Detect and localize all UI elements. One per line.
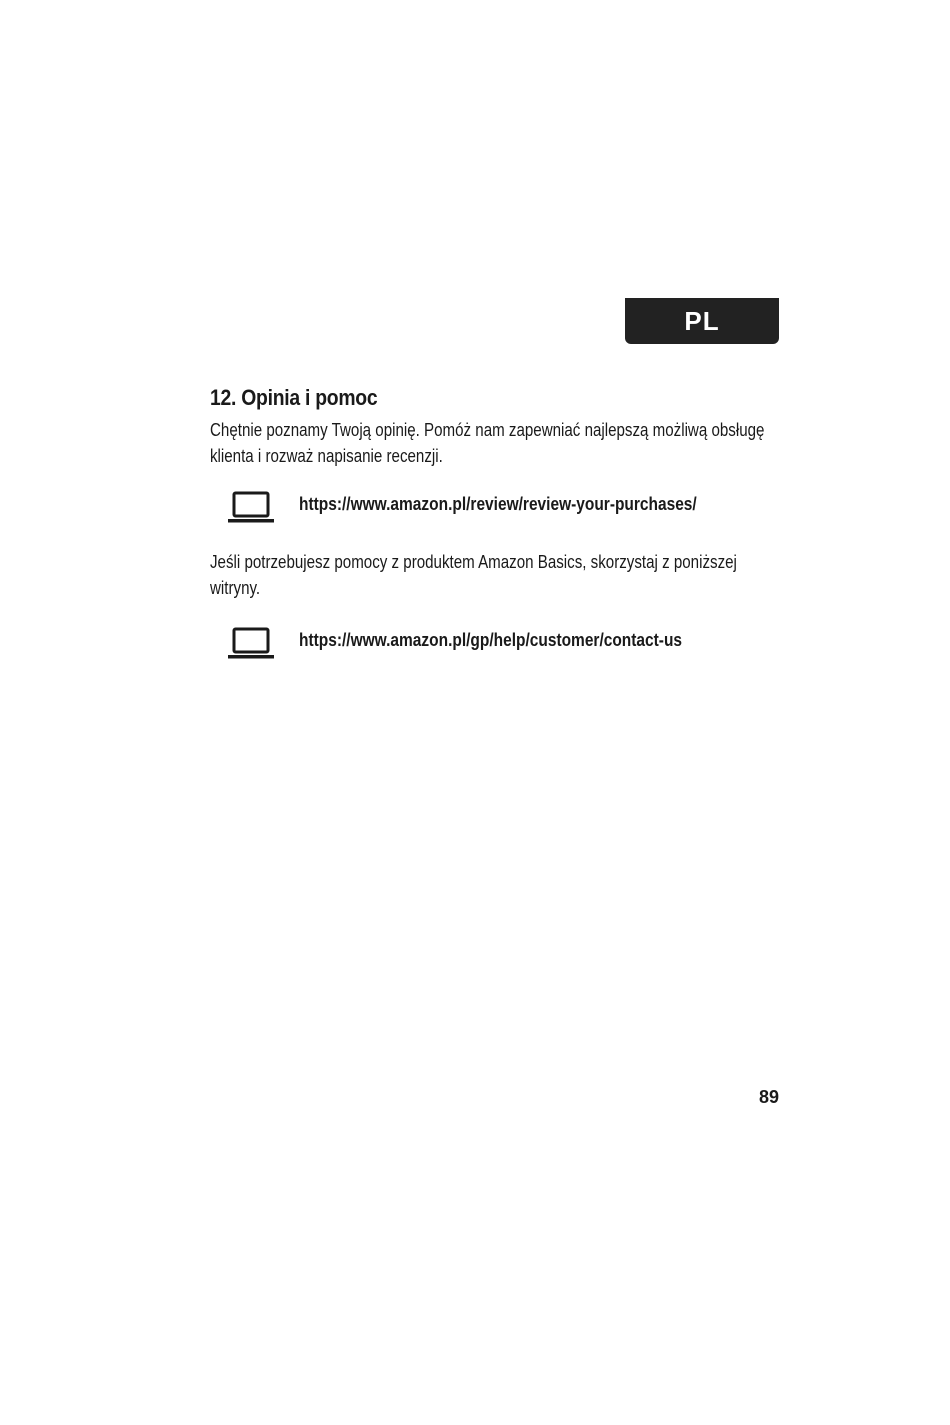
review-purchases-link[interactable]: https://www.amazon.pl/review/review-your-purchases/	[299, 494, 697, 514]
language-tab	[625, 298, 779, 344]
intro-paragraph: Chętnie poznamy Twoją opinię. Pomóż nam zapewniać najlepszą możliwą obsługę klienta i rozważ napisanie recenzji.	[210, 420, 765, 466]
contact-us-link[interactable]: https://www.amazon.pl/gp/help/customer/contact-us	[299, 630, 683, 650]
laptop-icon	[228, 626, 274, 660]
review-link-row	[228, 490, 697, 524]
laptop-icon	[228, 490, 274, 524]
page-number: 89	[759, 1087, 780, 1107]
language-tab-label: PL	[684, 305, 720, 336]
help-paragraph: Jeśli potrzebujesz pomocy z produktem Amazon Basics, skorzystaj z poniższej witryny.	[210, 552, 737, 598]
section-title: 12. Opinia i pomoc	[210, 385, 378, 410]
contact-link-row	[228, 626, 683, 660]
